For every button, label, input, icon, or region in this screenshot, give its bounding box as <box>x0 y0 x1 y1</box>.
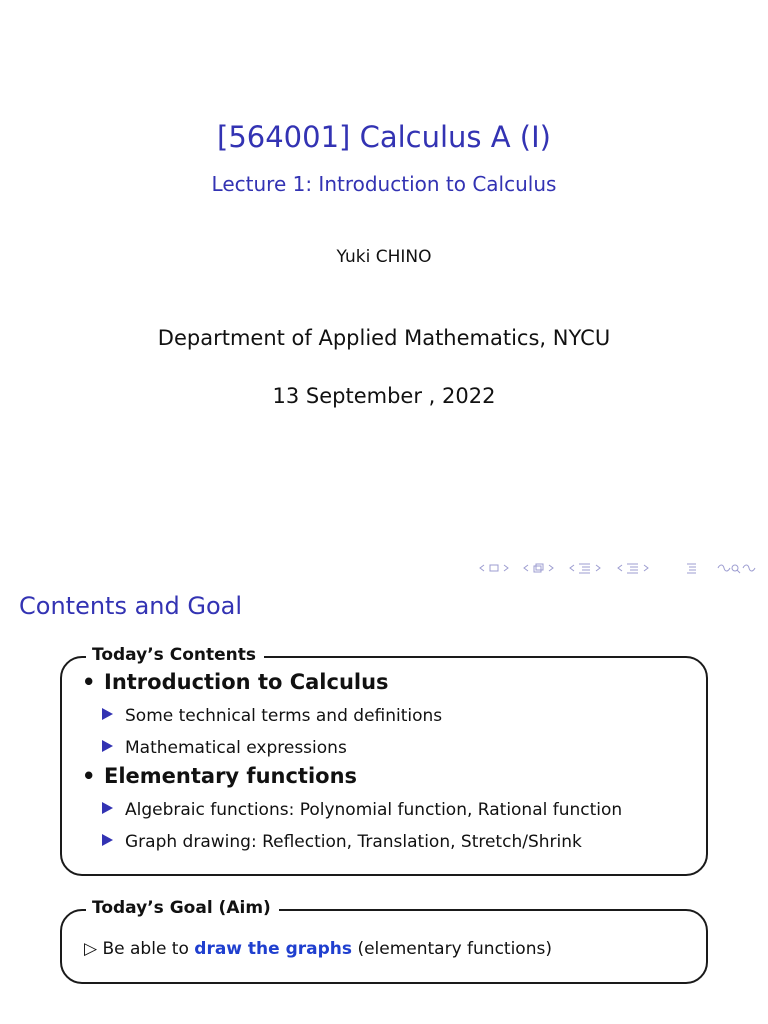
contents-box <box>60 645 708 876</box>
goal-suffix: (elementary functions) <box>357 939 552 959</box>
goal-prefix: Be able to <box>102 939 189 959</box>
triangle-bullet-icon <box>102 834 113 846</box>
institute: Department of Applied Mathematics, NYCU <box>157 326 611 350</box>
nav-subsection-icon <box>524 564 553 572</box>
nav-search-icon <box>718 565 755 573</box>
contents-subitem-label: Algebraic functions: Polynomial function, Rational function <box>125 800 623 820</box>
contents-subitem <box>102 738 347 758</box>
contents-subitem-label: Graph drawing: Reflection, Translation, Stretch/Shrink <box>125 832 582 852</box>
frame-title: Contents and Goal <box>19 592 243 620</box>
triangle-bullet-icon <box>102 802 113 814</box>
nav-section-icon <box>570 564 600 573</box>
goal-highlight: draw the graphs <box>194 939 353 959</box>
slide-subtitle: Lecture 1: Introduction to Calculus <box>211 172 557 196</box>
contents-subitem <box>102 832 582 852</box>
open-triangle-icon: ▷ <box>84 939 98 959</box>
contents-subitem <box>102 706 442 726</box>
nav-document-icon <box>618 564 648 573</box>
author-name: Yuki CHINO <box>336 247 432 267</box>
nav-appendix-icon <box>687 564 696 573</box>
navigation-bar[interactable] <box>478 561 763 575</box>
triangle-bullet-icon <box>102 740 113 752</box>
triangle-bullet-icon <box>102 708 113 720</box>
contents-subitem-label: Some technical terms and definitions <box>125 706 443 726</box>
bullet-icon: • <box>82 670 96 694</box>
goal-statement <box>84 939 552 959</box>
contents-item <box>82 764 357 788</box>
contents-subitem-label: Mathematical expressions <box>125 738 347 758</box>
contents-box-title: Today’s Contents <box>86 645 264 665</box>
contents-subitem <box>102 800 622 820</box>
contents-item-label: Elementary functions <box>104 764 358 788</box>
bullet-icon: • <box>82 764 96 788</box>
contents-item <box>82 670 389 694</box>
goal-box <box>60 898 708 984</box>
navigation-icons[interactable] <box>478 561 763 575</box>
slide-title: [564001] Calculus A (I) <box>217 120 551 154</box>
goal-box-title: Today’s Goal (Aim) <box>86 898 279 918</box>
nav-frame-icon <box>480 565 508 571</box>
lecture-date: 13 September , 2022 <box>272 384 496 408</box>
contents-item-label: Introduction to Calculus <box>104 670 389 694</box>
